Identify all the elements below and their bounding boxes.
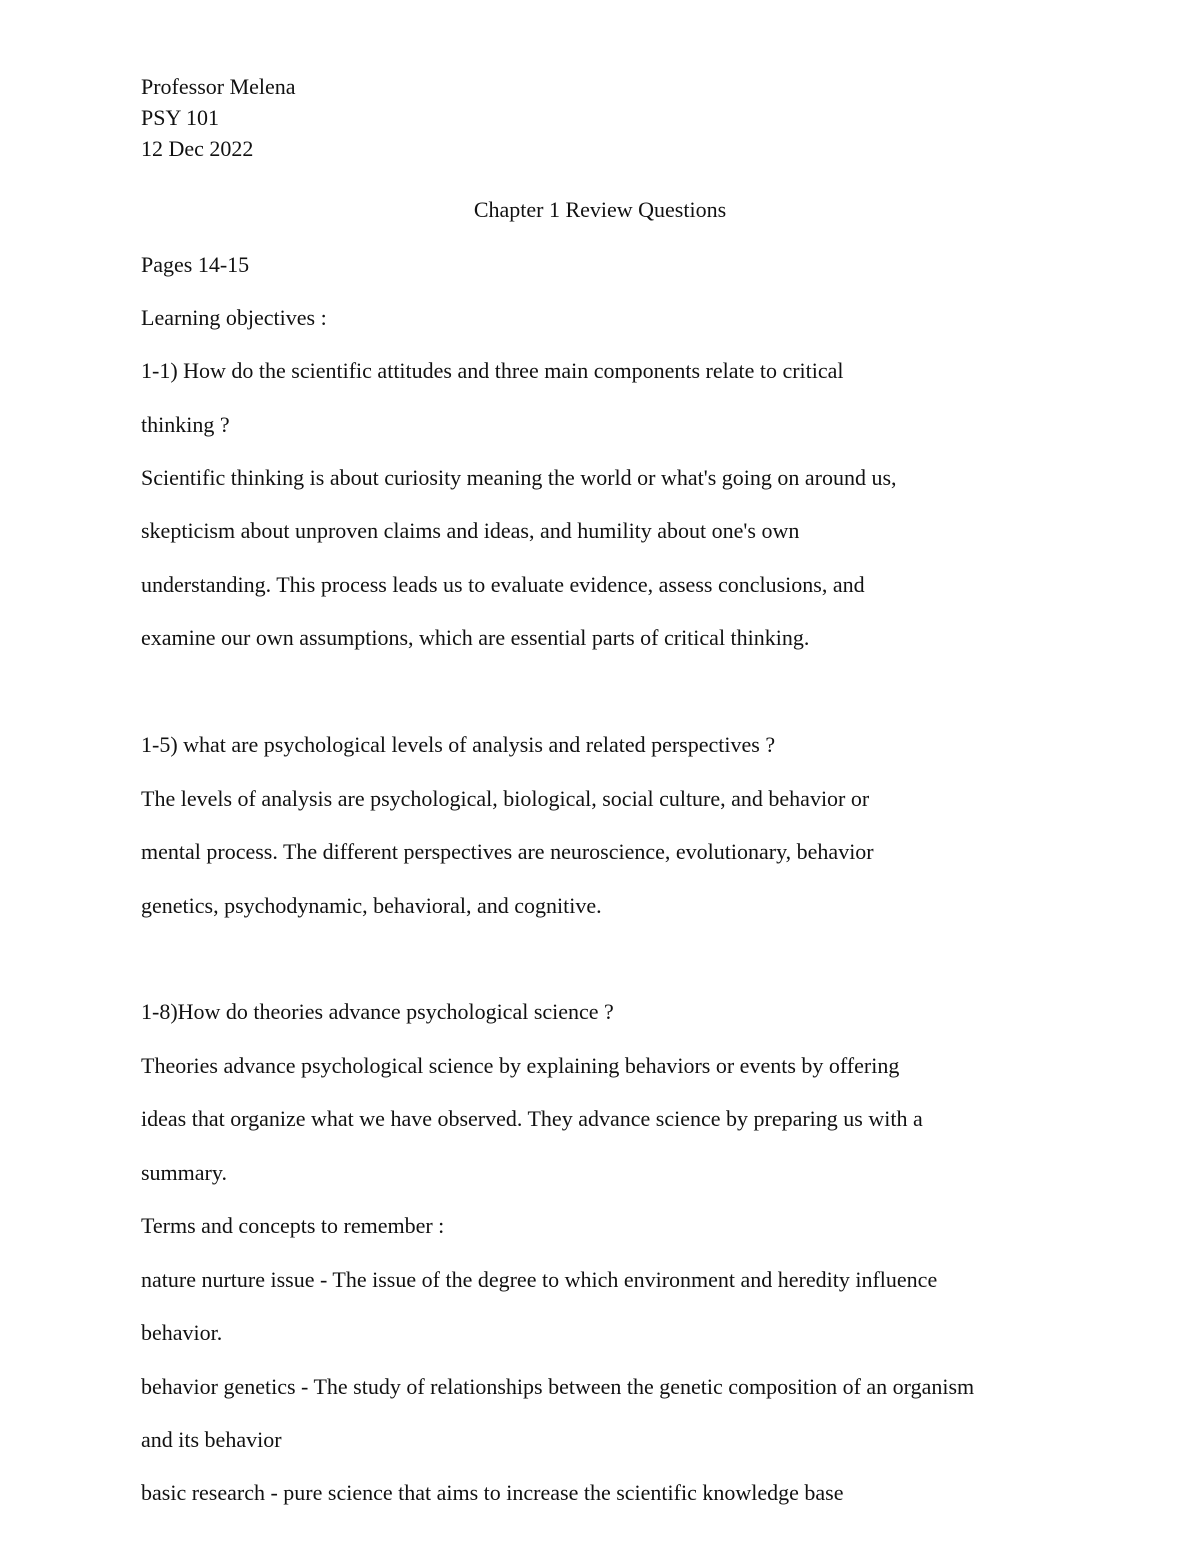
question-1-line: thinking ? <box>141 412 230 437</box>
document-date: 12 Dec 2022 <box>141 136 254 161</box>
answer-2-line: genetics, psychodynamic, behavioral, and cognitive. <box>141 893 602 918</box>
term-line: basic research - pure science that aims to increase the scientific knowledge base <box>141 1480 844 1505</box>
terms-heading: Terms and concepts to remember : <box>141 1213 445 1238</box>
answer-1-line: understanding. This process leads us to evaluate evidence, assess conclusions, and <box>141 572 865 597</box>
question-1-line: 1-1) How do the scientific attitudes and three main components relate to critical <box>141 358 844 383</box>
term-line: behavior. <box>141 1320 223 1345</box>
term-line: behavior genetics - The study of relationships between the genetic composition of an organism <box>141 1374 975 1399</box>
answer-2-line: The levels of analysis are psychological, biological, social culture, and behavior or <box>141 786 870 811</box>
pages-reference: Pages 14-15 <box>141 252 250 277</box>
question-3-line: 1-8)How do theories advance psychological science ? <box>141 999 614 1024</box>
term-line: nature nurture issue - The issue of the degree to which environment and heredity influence <box>141 1267 938 1292</box>
answer-2-line: mental process. The different perspectives are neuroscience, evolutionary, behavior <box>141 839 874 864</box>
learning-objectives-heading: Learning objectives : <box>141 305 327 330</box>
answer-3-line: ideas that organize what we have observed. They advance science by preparing us with a <box>141 1106 923 1131</box>
professor-name: Professor Melena <box>141 74 296 99</box>
document-title: Chapter 1 Review Questions <box>473 197 727 222</box>
answer-1-line: Scientific thinking is about curiosity meaning the world or what's going on around us, <box>141 465 897 490</box>
term-line: and its behavior <box>141 1427 282 1452</box>
answer-3-line: summary. <box>141 1160 227 1185</box>
answer-3-line: Theories advance psychological science by explaining behaviors or events by offering <box>141 1053 900 1078</box>
answer-1-line: skepticism about unproven claims and ideas, and humility about one's own <box>141 518 800 543</box>
answer-1-line: examine our own assumptions, which are essential parts of critical thinking. <box>141 625 810 650</box>
question-2-line: 1-5) what are psychological levels of analysis and related perspectives ? <box>141 732 776 757</box>
course-code: PSY 101 <box>141 105 220 130</box>
